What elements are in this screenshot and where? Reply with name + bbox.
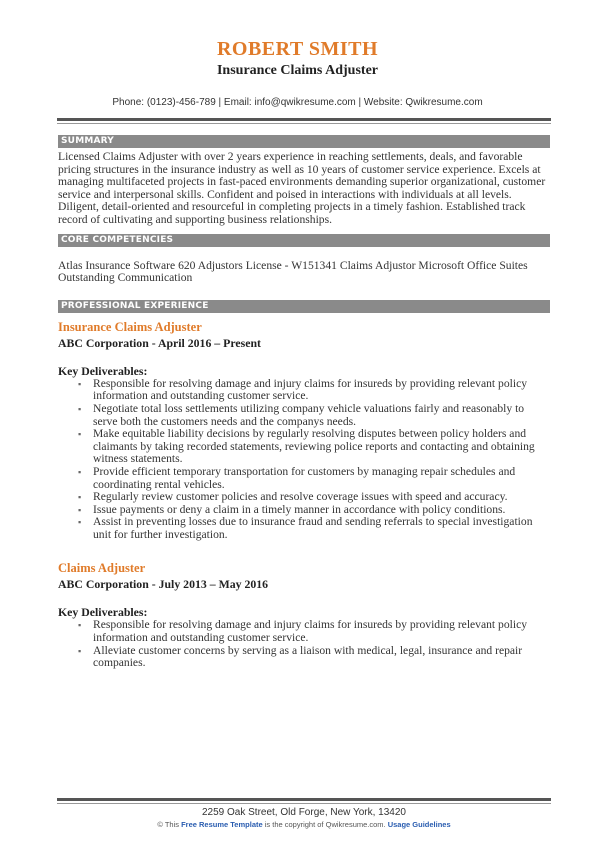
summary-heading: SUMMARY bbox=[58, 135, 550, 148]
job-entry bbox=[58, 561, 550, 669]
bullet-icon: ▪ bbox=[78, 504, 82, 515]
bullet-icon: ▪ bbox=[78, 403, 82, 414]
list-item: ▪ Negotiate total loss settlements utilizing company vehicle valuations fairly and reasonably to serve both the customers needs and the companys needs. bbox=[78, 401, 525, 428]
list-item: ▪ Assist in preventing losses due to insurance fraud and sending referrals to special investigation unit for further investigation. bbox=[78, 515, 533, 541]
list-item: ▪ Issue payments or deny a claim in a timely manner in accordance with policy conditions. bbox=[78, 502, 506, 516]
bullet-icon: ▪ bbox=[78, 429, 82, 440]
deliverables-label: Key Deliverables: bbox=[58, 363, 148, 378]
list-item: ▪ Responsible for resolving damage and injury claims for insureds by providing relevant policy information and outstanding customer service. bbox=[78, 618, 528, 645]
bullet-icon: ▪ bbox=[78, 378, 82, 389]
footer-address: 2259 Oak Street, Old Forge, New York, 13420 bbox=[201, 807, 406, 818]
deliverables-list bbox=[78, 378, 550, 542]
resume-header bbox=[0, 0, 595, 109]
candidate-title: Insurance Claims Adjuster bbox=[216, 63, 378, 78]
list-item: ▪ Responsible for resolving damage and injury claims for insureds by providing relevant policy information and outstanding customer service. bbox=[78, 376, 528, 403]
header-divider-thin bbox=[57, 123, 551, 124]
competencies-text: Atlas Insurance Software 620 Adjustors License - W151341 Claims Adjustor Microsoft Office Suites Outstanding Communication bbox=[58, 258, 528, 285]
list-item: ▪ Regularly review customer policies and resolve coverage issues with speed and accuracy. bbox=[78, 490, 508, 504]
candidate-name: ROBERT SMITH bbox=[216, 38, 379, 60]
contact-line: Phone: (0123)-456-789 | Email: info@qwikresume.com | Website: Qwikresume.com bbox=[112, 97, 483, 108]
deliverables-label: Key Deliverables: bbox=[58, 605, 148, 620]
resume-footer bbox=[57, 798, 551, 830]
bullet-icon: ▪ bbox=[78, 645, 82, 656]
competencies-heading: CORE COMPETENCIES bbox=[58, 234, 550, 247]
job-company: ABC Corporation - April 2016 – Present bbox=[58, 335, 261, 350]
job-company: ABC Corporation - July 2013 – May 2016 bbox=[58, 577, 269, 592]
experience-heading: PROFESSIONAL EXPERIENCE bbox=[58, 300, 550, 313]
list-item: ▪ Make equitable liability decisions by regularly resolving disputes between policy holders and claimants by taking recorded statements, reviewing police reports and contacting and obtaining witness statements. bbox=[78, 427, 535, 466]
summary-text: Licensed Claims Adjuster with over 2 years experience in reaching settlements, deals, and favorable pricing structures in the insurance industry as well as 10 years of customer service experience. Excels at managing multifaceted projects in fast-paced environments demanding superior organizational, customer service and interpersonal skills. Confident and poised in interactions with individuals at all levels. Diligent, detail-oriented and resourceful in completing projects in a timely fashion. Established track record of cultivating and supporting business relationships. bbox=[58, 150, 546, 226]
job-entry bbox=[58, 320, 550, 542]
job-title: Claims Adjuster bbox=[58, 561, 146, 576]
list-item: ▪ Provide efficient temporary transportation for customers by managing repair schedules and coordinating rental vehicles. bbox=[78, 464, 516, 491]
list-item: ▪ Alleviate customer concerns by serving as a liaison with medical, legal, insurance and repair companies. bbox=[78, 643, 523, 670]
deliverables-list bbox=[78, 619, 550, 669]
footer-credit: © This Free Resume Template is the copyright of Qwikresume.com. Usage Guidelines bbox=[157, 820, 451, 829]
bullet-icon: ▪ bbox=[78, 620, 82, 631]
footer-divider-thin bbox=[57, 803, 551, 804]
free-resume-template-link[interactable]: Free Resume Template bbox=[181, 820, 263, 829]
bullet-icon: ▪ bbox=[78, 466, 82, 477]
job-title: Insurance Claims Adjuster bbox=[58, 319, 202, 334]
bullet-icon: ▪ bbox=[78, 492, 82, 503]
footer-divider bbox=[57, 798, 551, 801]
bullet-icon: ▪ bbox=[78, 517, 82, 528]
usage-guidelines-link[interactable]: Usage Guidelines bbox=[387, 820, 451, 829]
resume-body bbox=[58, 135, 550, 670]
header-divider bbox=[57, 118, 551, 121]
